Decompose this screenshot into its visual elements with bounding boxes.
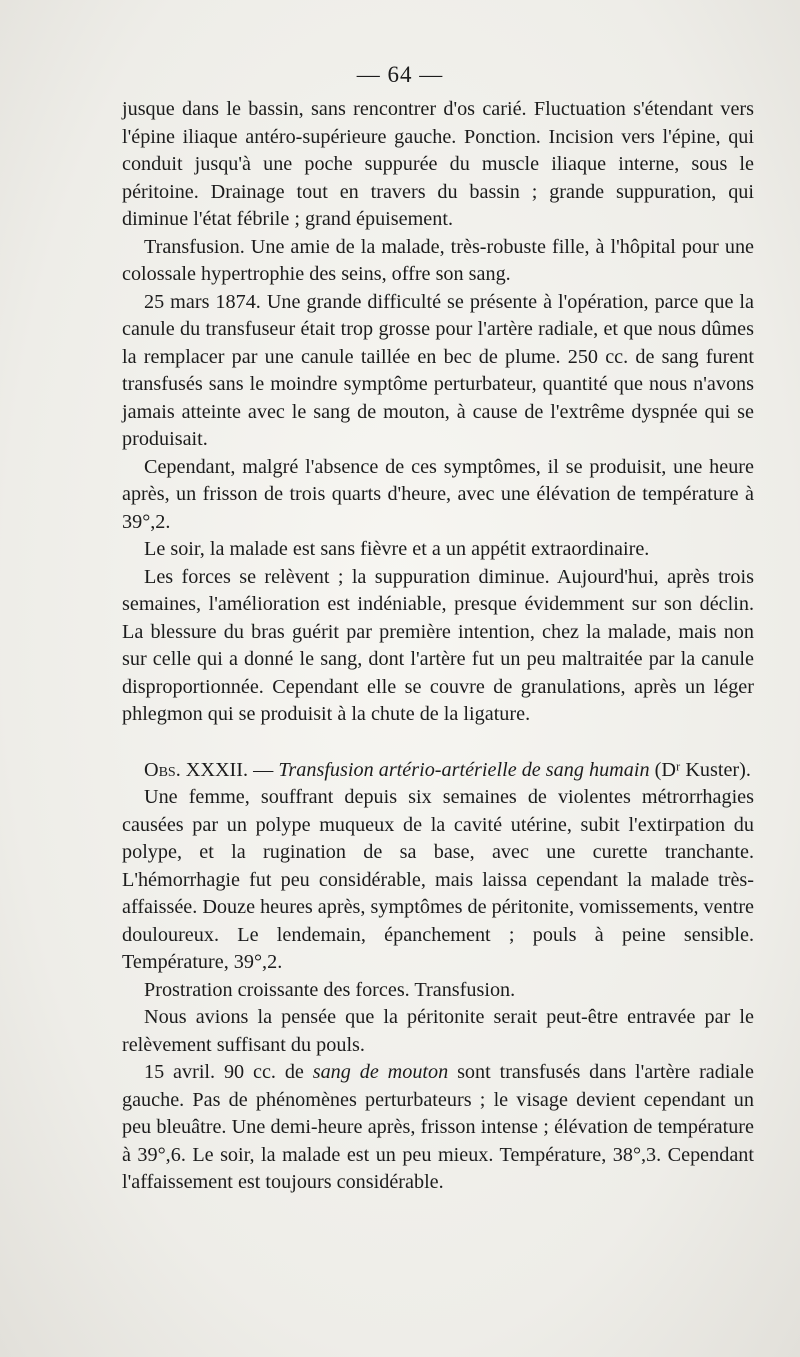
paragraph: Transfusion. Une amie de la malade, très-robuste fille, à l'hôpital pour une colossale hypertrophie des seins, offre son sang. <box>122 235 754 285</box>
observation-dash: — <box>253 758 274 781</box>
paragraph: Les forces se relèvent ; la suppuration diminue. Aujourd'hui, après trois semaines, l'amélioration est indéniable, presque évidemment sur son déclin. La blessure du bras guérit par première intention, chez la malade, mais non sur celle qui a donné le sang, dont l'artère fut un peu maltraitée par la canule disproportionnée. Cependant elle se couvre de granulations, après un léger phlegmon qui se produisit à la chute de la ligature. <box>122 565 754 725</box>
last-paragraph-italic: sang de mouton <box>312 1061 449 1083</box>
observation-label: Obs. XXXII. <box>144 758 249 781</box>
paragraph-last <box>122 1059 754 1197</box>
paragraph: Le soir, la malade est sans fièvre et a un appétit extraordinaire. <box>144 538 650 560</box>
observation-heading <box>122 757 754 785</box>
paragraph: Cependant, malgré l'absence de ces symptômes, il se produisit, une heure après, un frisson de trois quarts d'heure, avec une élévation de température à 39°,2. <box>122 455 754 533</box>
paragraph: jusque dans le bassin, sans rencontrer d'os carié. Fluctuation s'étendant vers l'épine iliaque antéro-supérieure gauche. Ponction. Incision vers l'épine, qui conduit jusqu'à une poche suppurée du muscle iliaque interne, sous le péritoine. Drainage tout en travers du bassin ; grande suppuration, qui diminue l'état fébrile ; grand épuisement. <box>122 98 754 230</box>
last-paragraph-end: sont transfusés dans l'artère radiale gauche. Pas de phénomènes perturbateurs ; le visage devient cependant un peu bleuâtre. Une demi-heure après, frisson intense ; élévation de température à 39°,6. Le soir, la malade est un peu mieux. Température, 38°,3. Cependant l'affaissement est toujours considérable. <box>122 1061 754 1193</box>
last-paragraph-start: 15 avril. 90 cc. de <box>144 1061 313 1083</box>
body-text <box>122 96 754 1197</box>
page-number: — 64 — <box>356 62 444 87</box>
paragraph: Nous avions la pensée que la péritonite serait peut-être entravée par le relèvement suffisant du pouls. <box>122 1006 754 1056</box>
paragraph: Une femme, souffrant depuis six semaines de violentes métrorrhagies causées par un polype muqueux de la cavité utérine, subit l'extirpation du polype, et la rugination de sa base, avec une curette tranchante. L'hémorrhagie fut peu considérable, mais laissa cependant la malade très-affaissée. Douze heures après, symptômes de péritonite, vomissements, ventre douloureux. Le lendemain, épanchement ; pouls à peine sensible. Température, 39°,2. <box>122 786 754 973</box>
observation-author: (Dʳ Kuster). <box>654 758 751 781</box>
observation-title: Transfusion artério-artérielle de sang humain <box>278 758 650 781</box>
paragraph: Prostration croissante des forces. Transfusion. <box>144 978 516 1001</box>
paragraph: 25 mars 1874. Une grande difficulté se présente à l'opération, parce que la canule du transfuseur était trop grosse pour l'artère radiale, et que nous dûmes la remplacer par une canule taillée en bec de plume. 250 cc. de sang furent transfusés sans le moindre symptôme perturbateur, quantité que nous n'avons jamais atteinte avec le sang de mouton, à cause de l'extrême dyspnée qui se produisait. <box>122 290 754 450</box>
